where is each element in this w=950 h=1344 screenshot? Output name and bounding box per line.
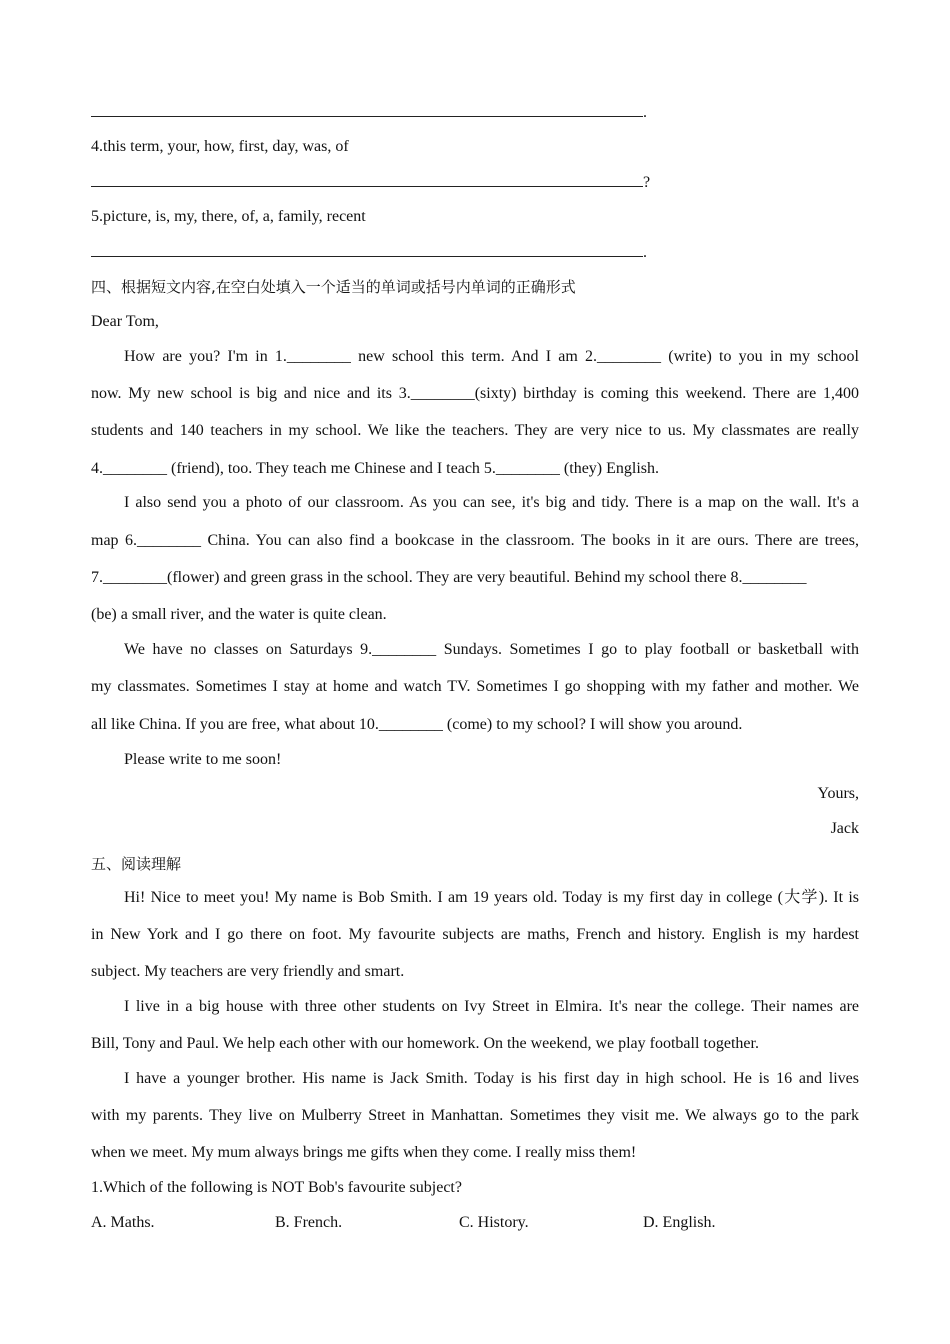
letter-line: I also send you a photo of our classroom. As you can see, it's big and tidy. There is a map on the wall. It's a <box>124 494 859 511</box>
passage-line: with my parents. They live on Mulberry Street in Manhattan. Sometimes they visit me. We always go to the park <box>91 1107 859 1124</box>
answer-line-4: ? <box>91 172 650 193</box>
passage-line: I live in a big house with three other students on Ivy Street in Elmira. It's near the college. Their names are <box>124 998 859 1015</box>
option-b[interactable]: B. French. <box>275 1214 343 1231</box>
question-5: 5.picture, is, my, there, of, a, family, recent <box>91 208 366 225</box>
letter-line: Please write to me soon! <box>124 751 282 768</box>
question-4: 4.this term, your, how, first, day, was, of <box>91 138 349 155</box>
letter-line: We have no classes on Saturdays 9.________ Sundays. Sometimes I go to play football or basketball with <box>124 641 859 658</box>
option-d[interactable]: D. English. <box>643 1214 716 1231</box>
letter-closing: Yours, <box>817 785 859 802</box>
letter-line: 7.________(flower) and green grass in the school. They are very beautiful. Behind my school there 8.________ <box>91 569 807 586</box>
answer-line-3: . <box>91 102 647 123</box>
letter-line: all like China. If you are free, what about 10.________ (come) to my school? I will show you around. <box>91 716 743 733</box>
answer-blank[interactable] <box>91 172 643 187</box>
passage-line: when we meet. My mum always brings me gifts when they come. I really miss them! <box>91 1144 637 1161</box>
letter-signature: Jack <box>830 820 859 837</box>
letter-line: (be) a small river, and the water is quite clean. <box>91 606 387 623</box>
section-5-heading: 五、阅读理解 <box>91 855 182 873</box>
letter-line: 4.________ (friend), too. They teach me Chinese and I teach 5.________ (they) English. <box>91 460 660 477</box>
letter-line: my classmates. Sometimes I stay at home and watch TV. Sometimes I go shopping with my father and mother. We <box>91 678 859 695</box>
answer-blank[interactable] <box>91 242 643 257</box>
passage-line: in New York and I go there on foot. My favourite subjects are maths, French and history. English is my hardest <box>91 926 859 943</box>
question-1: 1.Which of the following is NOT Bob's favourite subject? <box>91 1179 462 1196</box>
answer-blank[interactable] <box>91 102 643 117</box>
letter-line: now. My new school is big and nice and its 3.________(sixty) birthday is coming this weekend. There are 1,400 <box>91 385 859 402</box>
section-4-heading: 四、根据短文内容,在空白处填入一个适当的单词或括号内单词的正确形式 <box>91 278 576 296</box>
passage-line: subject. My teachers are very friendly and smart. <box>91 963 405 980</box>
option-c[interactable]: C. History. <box>459 1214 529 1231</box>
letter-line: students and 140 teachers in my school. We like the teachers. They are very nice to us. My classmates are really <box>91 422 859 439</box>
letter-line: How are you? I'm in 1.________ new school this term. And I am 2.________ (write) to you in my school <box>124 348 859 365</box>
passage-line: I have a younger brother. His name is Jack Smith. Today is his first day in high school. He is 16 and lives <box>124 1070 859 1087</box>
passage-line: Bill, Tony and Paul. We help each other with our homework. On the weekend, we play football together. <box>91 1035 759 1052</box>
answer-line-5: . <box>91 242 647 263</box>
letter-greeting: Dear Tom, <box>91 313 159 330</box>
option-a[interactable]: A. Maths. <box>91 1214 155 1231</box>
letter-line: map 6.________ China. You can also find a bookcase in the classroom. The books in it are ours. There are trees, <box>91 532 859 549</box>
passage-line: Hi! Nice to meet you! My name is Bob Smith. I am 19 years old. Today is my first day in college (大学). It is <box>124 889 859 906</box>
